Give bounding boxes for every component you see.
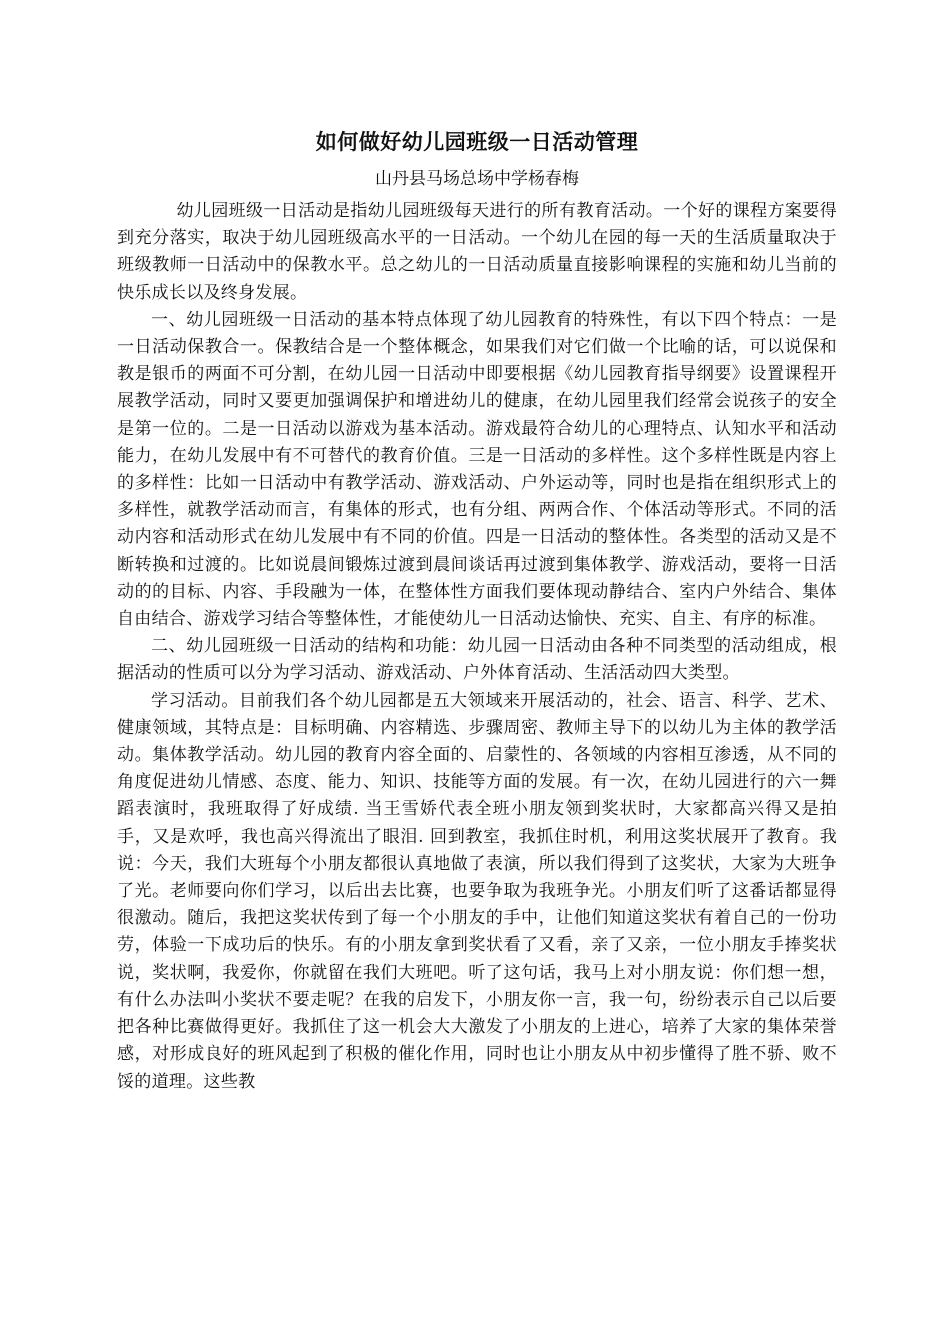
paragraph-section-one: 一、幼儿园班级一日活动的基本特点体现了幼儿园教育的特殊性，有以下四个特点：一是一日活动保教合一。保教结合是一个整体概念，如果我们对它们做一个比喻的话，可以说保和教是银币的两面不可分割，在幼儿园一日活动中即要根据《幼儿园教育指导纲要》设置课程开展教学活动，同时又要更加强调保护和增进幼儿的健康，在幼儿园里我们经常会说孩子的安全是第一位的。二是一日活动以游戏为基本活动。游戏最符合幼儿的心理特点、认知水平和活动能力，在幼儿发展中有不可替代的教育价值。三是一日活动的多样性。这个多样性既是内容上的多样性：比如一日活动中有教学活动、游戏活动、户外运动等，同时也是指在组织形式上的多样性，就教学活动而言，有集体的形式，也有分组、两两合作、个体活动等形式。不同的活动内容和活动形式在幼儿发展中有不同的价值。四是一日活动的整体性。各类型的活动又是不断转换和过渡的。比如说晨间锻炼过渡到晨间谈话再过渡到集体教学、游戏活动，要将一日活动的的目标、内容、手段融为一体，在整体性方面我们要体现动静结合、室内户外结合、集体自由结合、游戏学习结合等整体性，才能使幼儿一日活动达愉快、充实、自主、有序的标准。: [117, 309, 837, 630]
paragraph-learning-activity: 学习活动。目前我们各个幼儿园都是五大领域来开展活动的，社会、语言、科学、艺术、健康领域，其特点是：目标明确、内容精选、步骤周密、教师主导下的以幼儿为主体的教学活动。集体教学活动。幼儿园的教育内容全面的、启蒙性的、各领域的内容相互渗透，从不同的角度促进幼儿情感、态度、能力、知识、技能等方面的发展。有一次，在幼儿园进行的六一舞蹈表演时，我班取得了好成绩. 当王雪娇代表全班小朋友领到奖状时，大家都高兴得又是拍手，又是欢呼，我也高兴得流出了眼泪. 回到教室，我抓住时机，利用这奖状展开了教育。我说：今天，我们大班每个小朋友都很认真地做了表演，所以我们得到了这奖状，大家为大班争了光。老师要向你们学习，以后出去比赛，也要争取为我班争光。小朋友们听了这番话都显得很激动。随后，我把这奖状传到了每一个小朋友的手中，让他们知道这奖状有着自己的一份功劳，体验一下成功后的快乐。有的小朋友拿到奖状看了又看，亲了又亲，一位小朋友手捧奖状说，奖状啊，我爱你，你就留在我们大班吧。听了这句话，我马上对小朋友说：你们想一想，有什么办法叫小奖状不要走呢？在我的启发下，小朋友你一言，我一句，纷纷表示自己以后要把各种比赛做得更好。我抓住了这一机会大大激发了小朋友的上进心，培养了大家的集体荣誉感，对形成良好的班风起到了积极的催化作用，同时也让小朋友从中初步懂得了胜不骄、败不馁的道理。这些教: [117, 690, 837, 1092]
paragraph-section-two: 二、幼儿园班级一日活动的结构和功能：幼儿园一日活动由各种不同类型的活动组成，根据活动的性质可以分为学习活动、游戏活动、户外体育活动、生活活动四大类型。: [117, 636, 837, 684]
document-title: 如何做好幼儿园班级一日活动管理: [315, 129, 639, 154]
document-author: 山丹县马场总场中学杨春梅: [375, 169, 579, 189]
document-page: [117, 118, 837, 1096]
paragraph-intro: 幼儿园班级一日活动是指幼儿园班级每天进行的所有教育活动。一个好的课程方案要得到充分落实，取决于幼儿园班级高水平的一日活动。一个幼儿在园的每一天的生活质量取决于班级教师一日活动中的保教水平。总之幼儿的一日活动质量直接影响课程的实施和幼儿当前的快乐成长以及终身发展。: [117, 201, 837, 303]
